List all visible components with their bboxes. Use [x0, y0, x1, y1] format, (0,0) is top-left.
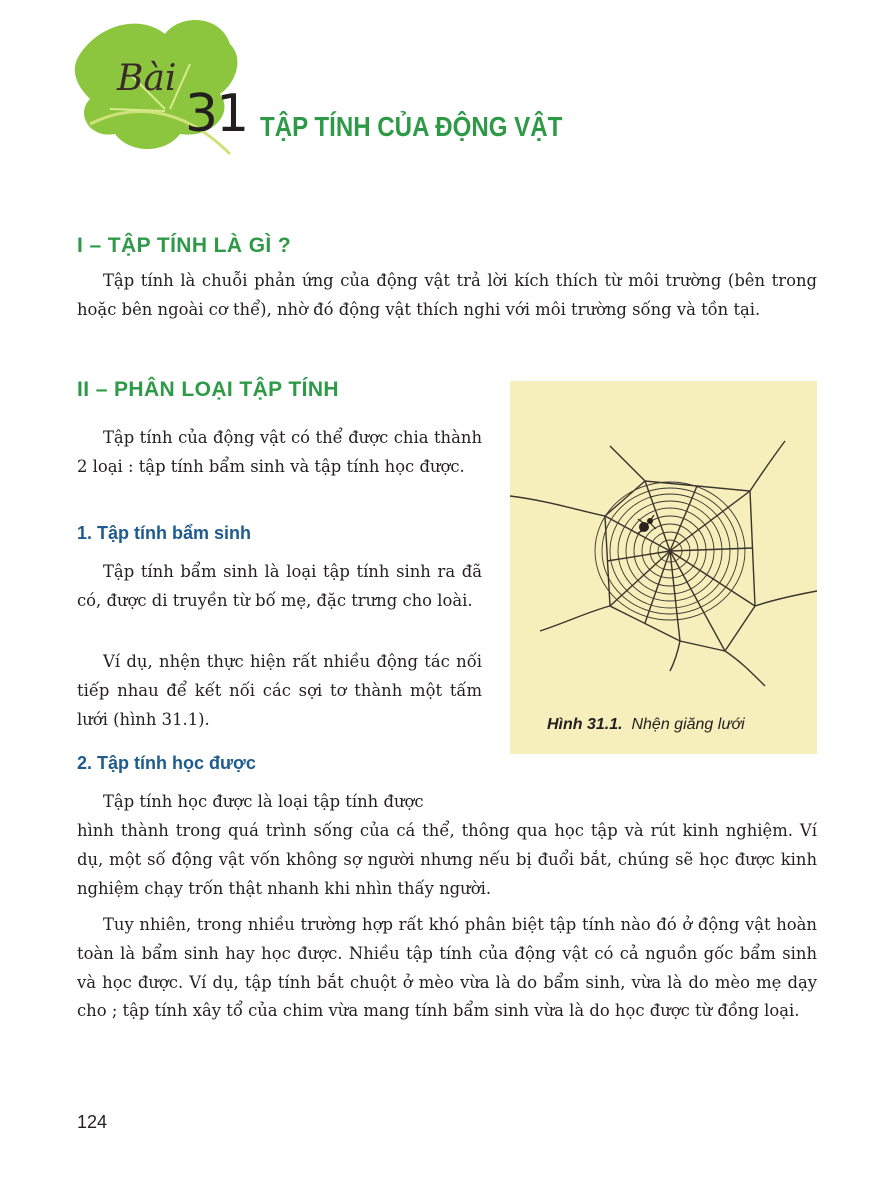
subsection-2-heading: 2. Tập tính học được: [77, 753, 256, 773]
spider-icon: [638, 515, 656, 533]
lesson-number: 31: [185, 84, 248, 144]
subsection-2-paragraph-1-first-line: Tập tính học được là loại tập tính được: [103, 792, 424, 811]
subsection-1-paragraph-1: Tập tính bẩm sinh là loại tập tính sinh ra đã có, được di truyền từ bố mẹ, đặc trưng cho loài.: [77, 562, 482, 610]
figure-box: [510, 381, 817, 754]
figure-caption: [547, 716, 745, 734]
spider-web-illustration: [510, 401, 817, 701]
page-title: TẬP TÍNH CỦA ĐỘNG VẬT: [260, 111, 563, 142]
section-2-heading: II – PHÂN LOẠI TẬP TÍNH: [77, 378, 339, 401]
section-1-heading: I – TẬP TÍNH LÀ GÌ ?: [77, 234, 292, 257]
section-2-intro: Tập tính của động vật có thể được chia thành 2 loại : tập tính bẩm sinh và tập tính học được.: [77, 428, 482, 476]
section-1-paragraph: Tập tính là chuỗi phản ứng của động vật trả lời kích thích từ môi trường (bên trong hoặc bên ngoài cơ thể), nhờ đó động vật thích nghi với môi trường sống và tồn tại.: [77, 271, 817, 319]
subsection-1-paragraph-2: Ví dụ, nhện thực hiện rất nhiều động tác nối tiếp nhau để kết nối các sợi tơ thành một tấm lưới (hình 31.1).: [77, 652, 482, 729]
figure-label: Hình 31.1.: [547, 716, 623, 733]
lesson-word: Bài: [117, 58, 177, 99]
subsection-2-paragraph-1-rest: hình thành trong quá trình sống của cá thể, thông qua học tập và rút kinh nghiệm. Ví dụ, một số động vật vốn không sợ người nhưng nếu bị đuổi bắt, chúng sẽ học được kinh nghiệm chạy trốn thật nhanh khi nhìn thấy người.: [77, 821, 817, 898]
figure-caption-text: Nhện giăng lưới: [631, 716, 745, 733]
page-number: 124: [77, 1112, 108, 1132]
subsection-2-paragraph-2: Tuy nhiên, trong nhiều trường hợp rất khó phân biệt tập tính nào đó ở động vật hoàn toàn là bẩm sinh hay học được. Nhiều tập tính của động vật có cả nguồn gốc bẩm sinh và học được. Ví dụ, tập tính bắt chuột ở mèo vừa là do bẩm sinh, vừa là do mèo mẹ dạy cho ; tập tính xây tổ của chim vừa mang tính bẩm sinh vừa là do học được từ đồng loại.: [77, 915, 817, 1021]
subsection-1-heading: 1. Tập tính bẩm sinh: [77, 523, 252, 543]
